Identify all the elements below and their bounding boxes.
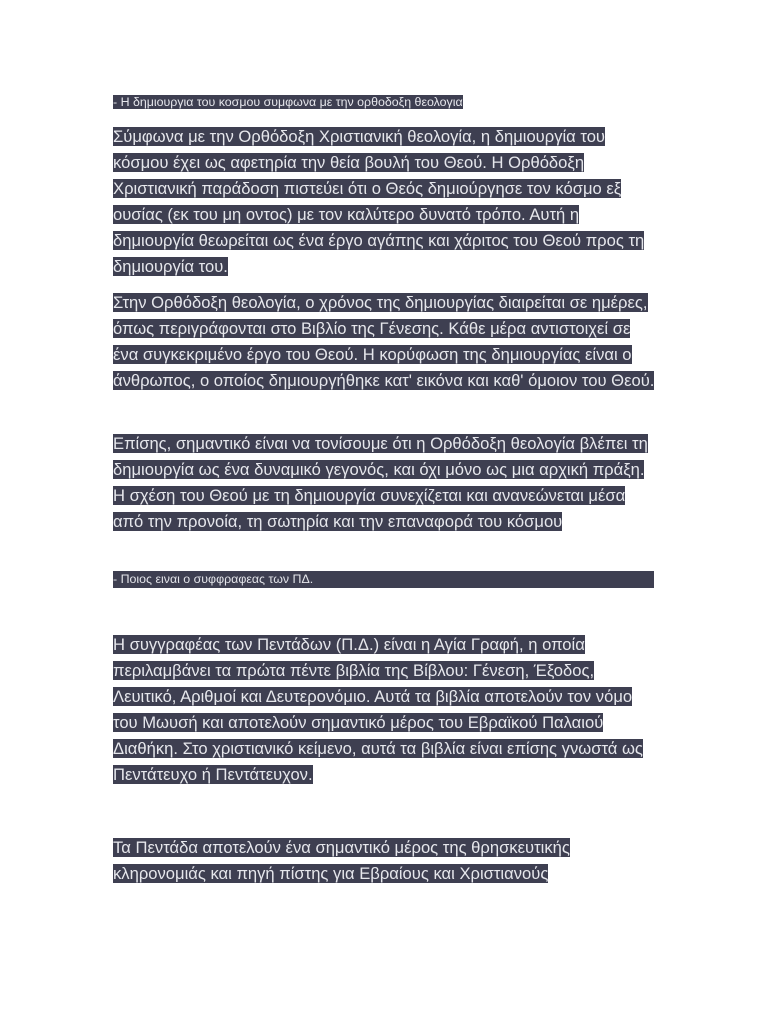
question-heading-author xyxy=(113,571,654,588)
paragraph-creation-dynamic xyxy=(113,431,658,535)
paragraph-creation-intro xyxy=(113,124,658,280)
question-text: - Η δημιουργια του κοσμου συμφωνα με την ορθοδοξη θεολογια xyxy=(113,95,463,109)
paragraph-text: Σύμφωνα με την Ορθόδοξη Χριστιανική θεολογία, η δημιουργία του κόσμου έχει ως αφετηρία την θεία βουλή του Θεού. Η Ορθόδοξη Χριστιανική παράδοση πιστεύει ότι ο Θεός δημιούργησε τον κόσμο εξ ουσίας (εκ του μη οντος) με τον καλύτερο δυνατό τρόπο. Αυτή η δημιουργία θεωρείται ως ένα έργο αγάπης και χάριτος του Θεού προς τη δημιουργία του. xyxy=(113,127,645,276)
paragraph-text: Στην Ορθόδοξη θεολογία, ο χρόνος της δημιουργίας διαιρείται σε ημέρες, όπως περιγράφονται στο Βιβλίο της Γένεσης. Κάθε μέρα αντιστοιχεί σε ένα συγκεκριμένο έργο του Θεού. Η κορύφωση της δημιουργίας είναι ο άνθρωπος, ο οποίος δημιουργήθηκε κατ' εικόνα και καθ' όμοιον του Θεού. xyxy=(113,293,655,390)
paragraph-text: Τα Πεντάδα αποτελούν ένα σημαντικό μέρος της θρησκευτικής κληρονομιάς και πηγή πίστης για Εβραίους και Χριστιανούς xyxy=(113,838,570,883)
paragraph-creation-days xyxy=(113,290,658,394)
paragraph-text: Η συγγραφέας των Πεντάδων (Π.Δ.) είναι η Αγία Γραφή, η οποία περιλαμβάνει τα πρώτα πέντε βιβλία της Βίβλου: Γένεση, Έξοδος, Λευιτικό, Αριθμοί και Δευτερονόμιο. Αυτά τα βιβλία αποτελούν τον νόμο του Μωυσή και αποτελούν σημαντικό μέρος του Εβραϊκού Παλαιού Διαθήκη. Στο χριστιανικό κείμενο, αυτά τα βιβλία είναι επίσης γνωστά ως Πεντάτευχο ή Πεντάτευχον. xyxy=(113,635,643,784)
question-heading-creation xyxy=(113,94,658,111)
paragraph-pentateuch-author xyxy=(113,632,658,788)
paragraph-text: Επίσης, σημαντικό είναι να τονίσουμε ότι η Ορθόδοξη θεολογία βλέπει τη δημιουργία ως ένα δυναμικό γεγονός, και όχι μόνο ως μια αρχική πράξη. Η σχέση του Θεού με τη δημιουργία συνεχίζεται και ανανεώνεται μέσα από την προνοία, τη σωτηρία και την επαναφορά του κόσμου xyxy=(113,434,648,531)
question-text: - Ποιος ειναι ο συφφραφεας των ΠΔ. xyxy=(113,572,314,586)
paragraph-pentateuch-heritage xyxy=(113,835,658,887)
